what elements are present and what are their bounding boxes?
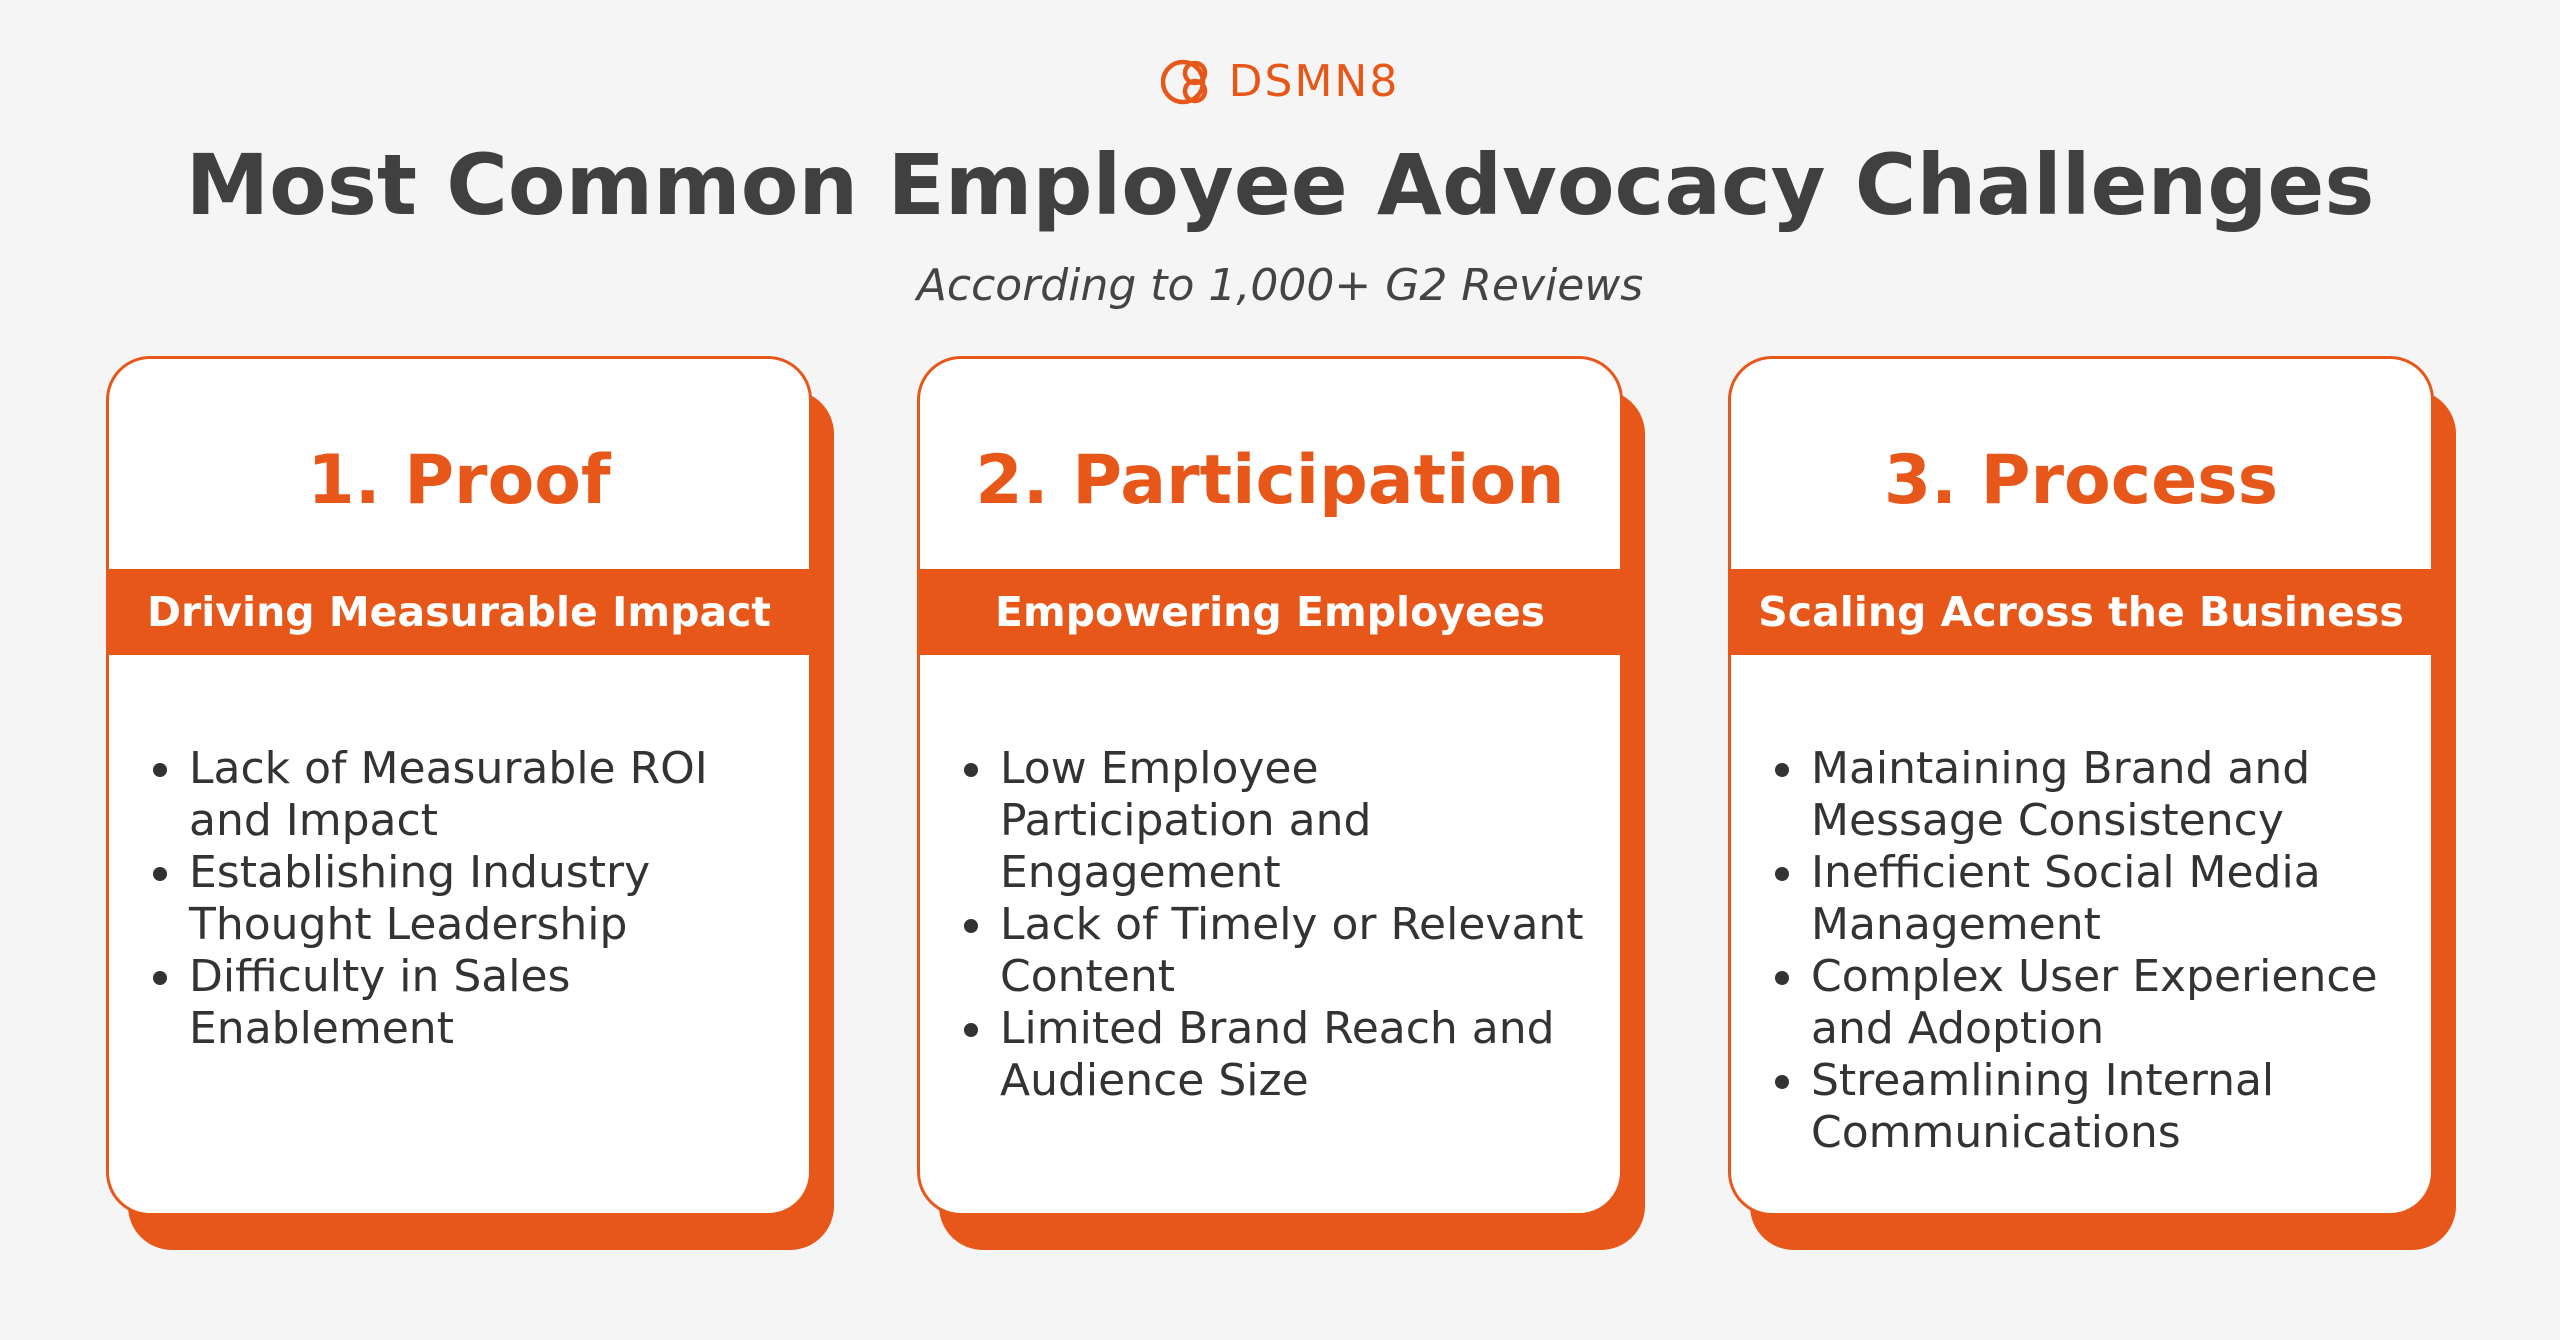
list-item [960,899,1600,1003]
card-band-label: Scaling Across the Business [1758,588,2404,636]
list-item [149,847,789,951]
bullet-icon [964,763,978,777]
list-item-text: Streamlining Internal Communications [1811,1055,2275,1158]
list-item-text: Difficulty in Sales Enablement [189,951,571,1054]
bullet-icon [1775,763,1789,777]
bullet-icon [964,919,978,933]
list-item [960,1003,1600,1107]
list-item [1771,743,2411,847]
list-item [1771,951,2411,1055]
card-title: 3. Process [1883,441,2279,520]
bullet-icon [964,1023,978,1037]
list-item-text: Inefficient Social Media Management [1811,847,2321,950]
page-title: Most Common Employee Advocacy Challenges [185,136,2375,234]
card-band [1731,569,2431,655]
bullet-icon [1775,867,1789,881]
card-face [106,356,812,1216]
challenge-list [149,743,789,1055]
list-item [1771,1055,2411,1159]
list-item-text: Establishing Industry Thought Leadership [189,847,651,950]
card-face [1728,356,2434,1216]
card-band [109,569,809,655]
challenge-card-participation [917,356,1623,1216]
logo-text: DSMN8 [1228,56,1400,107]
list-item [1771,847,2411,951]
card-face [917,356,1623,1216]
challenge-card-proof [106,356,812,1216]
card-band [920,569,1620,655]
list-item-text: Low Employee Participation and Engagement [1000,743,1372,898]
list-item-text: Maintaining Brand and Message Consistency [1811,743,2311,846]
list-item [960,743,1600,899]
card-band-label: Driving Measurable Impact [146,588,772,636]
card-title: 2. Participation [975,441,1565,520]
challenge-list [1771,743,2411,1159]
challenge-card-process [1728,356,2434,1216]
bullet-icon [153,763,167,777]
card-band-label: Empowering Employees [994,588,1546,636]
list-item [149,951,789,1055]
list-item-text: Complex User Experience and Adoption [1811,951,2378,1054]
bullet-icon [153,971,167,985]
list-item-text: Limited Brand Reach and Audience Size [1000,1003,1555,1106]
challenge-list [960,743,1600,1107]
list-item-text: Lack of Timely or Relevant Content [1000,899,1584,1002]
list-item-text: Lack of Measurable ROI and Impact [189,743,708,846]
bullet-icon [1775,1075,1789,1089]
list-item [149,743,789,847]
brand-logo [0,52,2560,112]
bullet-icon [153,867,167,881]
dsmn8-logo-icon [1161,54,1217,110]
page-subtitle: According to 1,000+ G2 Reviews [916,260,1644,311]
bullet-icon [1775,971,1789,985]
card-title: 1. Proof [307,441,611,520]
